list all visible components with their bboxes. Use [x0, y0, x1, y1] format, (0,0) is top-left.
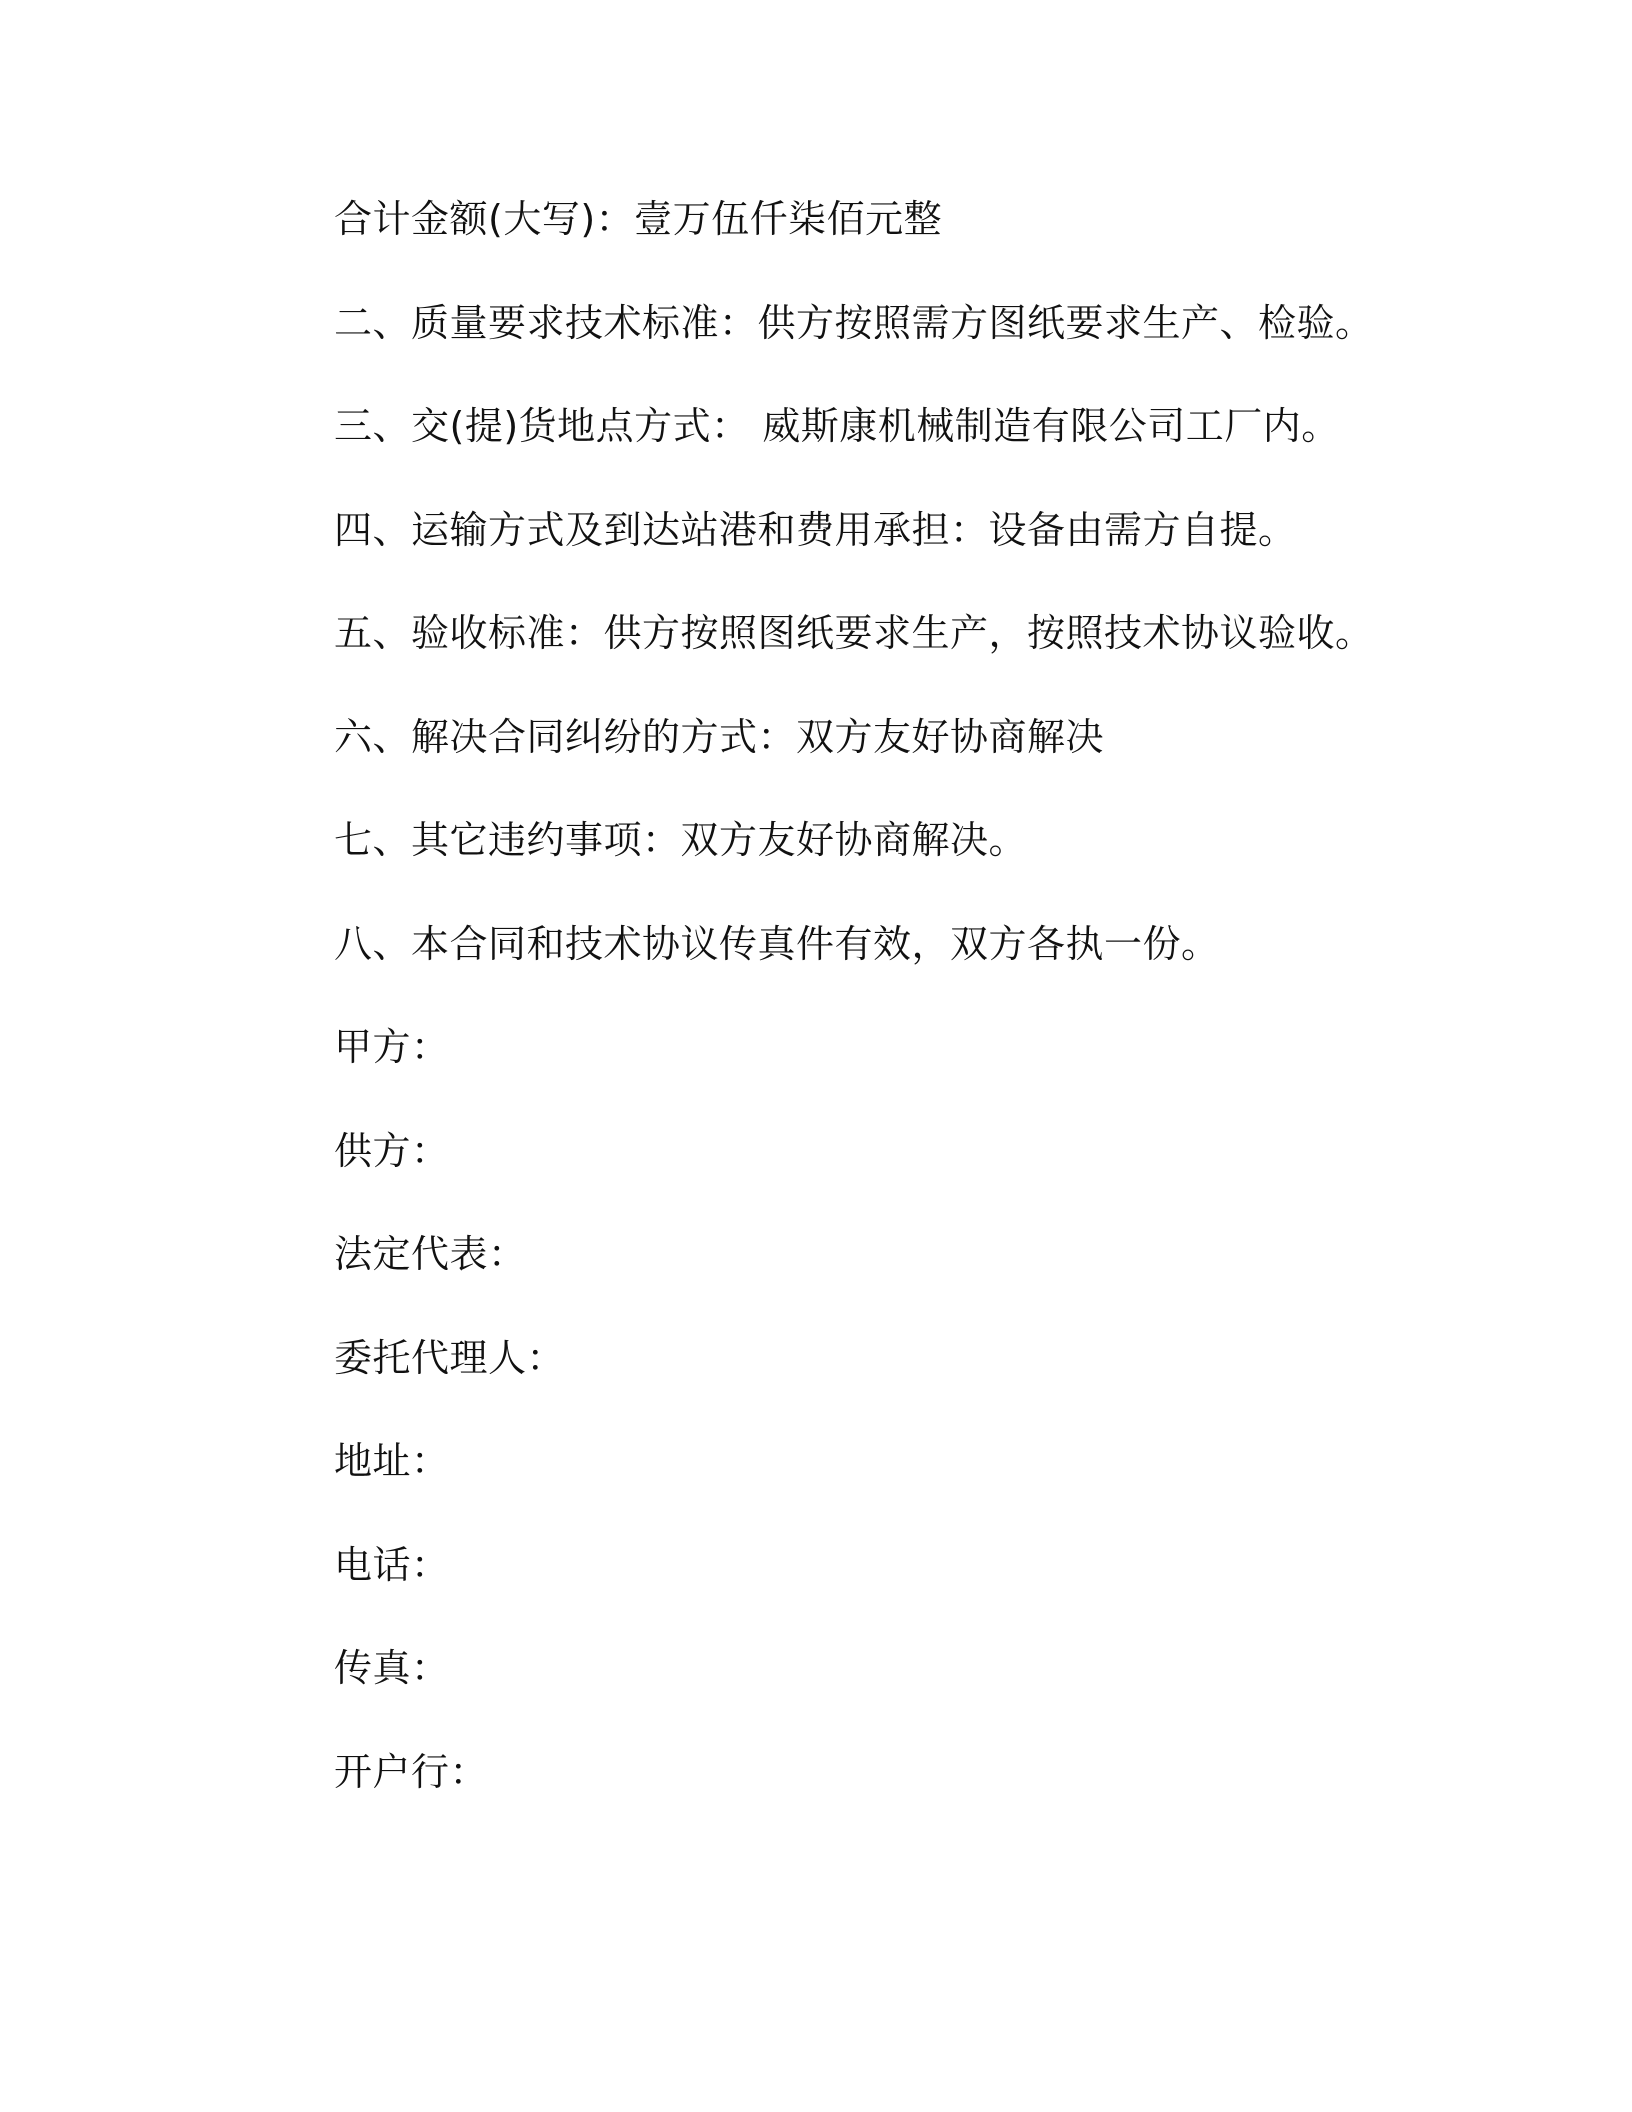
- party-a-label: 甲方：: [334, 1025, 450, 1069]
- clause-transport-cost: 四、运输方式及到达站港和费用承担：设备由需方自提。: [334, 507, 1297, 552]
- contract-body: [334, 190, 1434, 1846]
- address-label: 地址：: [334, 1439, 450, 1483]
- clause-quality-standard: 二、质量要求技术标准：供方按照需方图纸要求生产、检验。: [334, 300, 1374, 345]
- clause-fax-validity: 八、本合同和技术协议传真件有效，双方各执一份。: [334, 921, 1220, 966]
- authorized-agent-label: 委托代理人：: [334, 1335, 566, 1380]
- clause-breach-matters: 七、其它违约事项：双方友好协商解决。: [334, 818, 1028, 862]
- bank-label: 开户行：: [334, 1749, 489, 1794]
- phone-label: 电话：: [334, 1542, 450, 1587]
- clause-dispute-resolution: 六、解决合同纠纷的方式：双方友好协商解决: [334, 714, 1105, 759]
- supplier-label: 供方：: [334, 1128, 450, 1173]
- clause-acceptance-standard: 五、验收标准：供方按照图纸要求生产，按照技术协议验收。: [334, 611, 1374, 655]
- clause-delivery-location: 三、交(提)货地点方式： 威斯康机械制造有限公司工厂内。: [334, 404, 1340, 448]
- legal-representative-label: 法定代表：: [334, 1232, 527, 1276]
- total-amount-line: 合计金额(大写)：壹万伍仟柒佰元整: [334, 197, 943, 241]
- fax-label: 传真：: [334, 1646, 450, 1690]
